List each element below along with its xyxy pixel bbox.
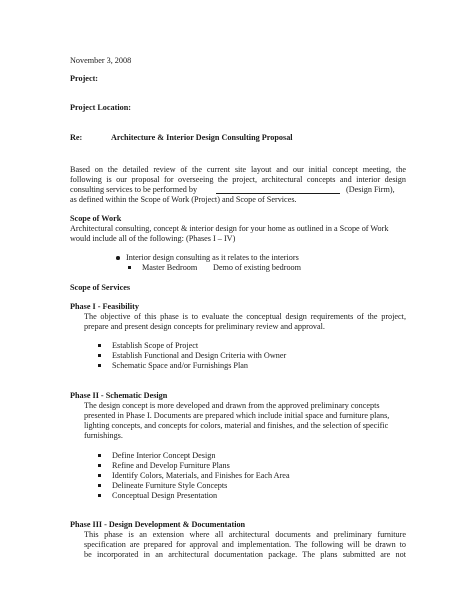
scope-sub-item-2: Demo of existing bedroom: [213, 263, 301, 272]
phase-1-item: Establish Functional and Design Criteria with Owner: [112, 351, 287, 360]
intro-line-2: following is our proposal for overseeing the project, architectural concepts and interior design: [70, 175, 406, 184]
phase-1-item: Establish Scope of Project: [112, 341, 199, 350]
phase-2-item: Delineate Furniture Style Concepts: [112, 481, 228, 490]
bullet-dot-icon: [116, 256, 120, 260]
intro-line-1: Based on the detailed review of the current site layout and our initial concept meeting, the: [70, 165, 406, 174]
bullet-square-icon: [98, 454, 101, 457]
phase-2-item: Identify Colors, Materials, and Finishes for Each Area: [112, 471, 290, 480]
scope-of-work-line-1: Architectural consulting, concept & interior design for your home as outlined in a Scope of Work: [70, 224, 389, 233]
letter-date: November 3, 2008: [70, 56, 132, 65]
bullet-square-icon: [128, 266, 131, 269]
phase-2-line-3: lighting concepts, and concepts for colors, material and finishes, and the selection of specific: [84, 421, 389, 430]
phase-1-item: Schematic Space and/or Furnishings Plan: [112, 361, 248, 370]
scope-of-work-line-2: would include all of the following: (Phases I – IV): [70, 234, 236, 243]
phase-3-heading: Phase III - Design Development & Documentation: [70, 520, 246, 529]
scope-of-services-heading: Scope of Services: [70, 283, 131, 292]
phase-1-line-1: The objective of this phase is to evaluate the conceptual design requirements of the project,: [84, 312, 406, 321]
phase-1-line-2: prepare and present design concepts for preliminary review and approval.: [84, 322, 325, 331]
intro-line-4: as defined within the Scope of Work (Project) and Scope of Services.: [70, 195, 297, 204]
phase-2-line-4: furnishings.: [84, 431, 123, 440]
phase-2-item: Define Interior Concept Design: [112, 451, 216, 460]
phase-2-heading: Phase II - Schematic Design: [70, 391, 168, 400]
bullet-square-icon: [98, 474, 101, 477]
bullet-square-icon: [98, 464, 101, 467]
design-firm-blank-line: [216, 193, 340, 194]
phase-3-line-3: be incorporated in an architectural documentation package. The plans submitted are not: [84, 550, 406, 559]
phase-2-line-1: The design concept is more developed and drawn from the approved preliminary concepts: [84, 401, 380, 410]
project-location-label: Project Location:: [70, 103, 132, 112]
phase-3-line-1: This phase is an extension where all architectural documents and preliminary furniture: [84, 530, 406, 539]
intro-line-3-start: consulting services to be performed by: [70, 185, 198, 194]
scope-sub-item-1: Master Bedroom: [142, 263, 198, 272]
phase-2-item: Conceptual Design Presentation: [112, 491, 218, 500]
re-label: Re:: [70, 133, 83, 142]
phase-3-line-2: specification are prepared for approval and implementation. The following will be drawn to: [84, 540, 406, 549]
bullet-square-icon: [98, 354, 101, 357]
bullet-square-icon: [98, 494, 101, 497]
phase-2-line-2: presented in Phase I. Documents are prepared which include initial space and furniture plans,: [84, 411, 390, 420]
phase-1-heading: Phase I - Feasibility: [70, 302, 139, 311]
scope-of-work-heading: Scope of Work: [70, 214, 122, 223]
re-subject: Architecture & Interior Design Consulting Proposal: [111, 133, 293, 142]
project-label: Project:: [70, 74, 99, 83]
bullet-square-icon: [98, 344, 101, 347]
intro-line-3-end: (Design Firm),: [346, 185, 395, 194]
scope-of-work-bullet: Interior design consulting as it relates to the interiors: [126, 253, 299, 262]
phase-2-item: Refine and Develop Furniture Plans: [112, 461, 230, 470]
bullet-square-icon: [98, 484, 101, 487]
bullet-square-icon: [98, 364, 101, 367]
